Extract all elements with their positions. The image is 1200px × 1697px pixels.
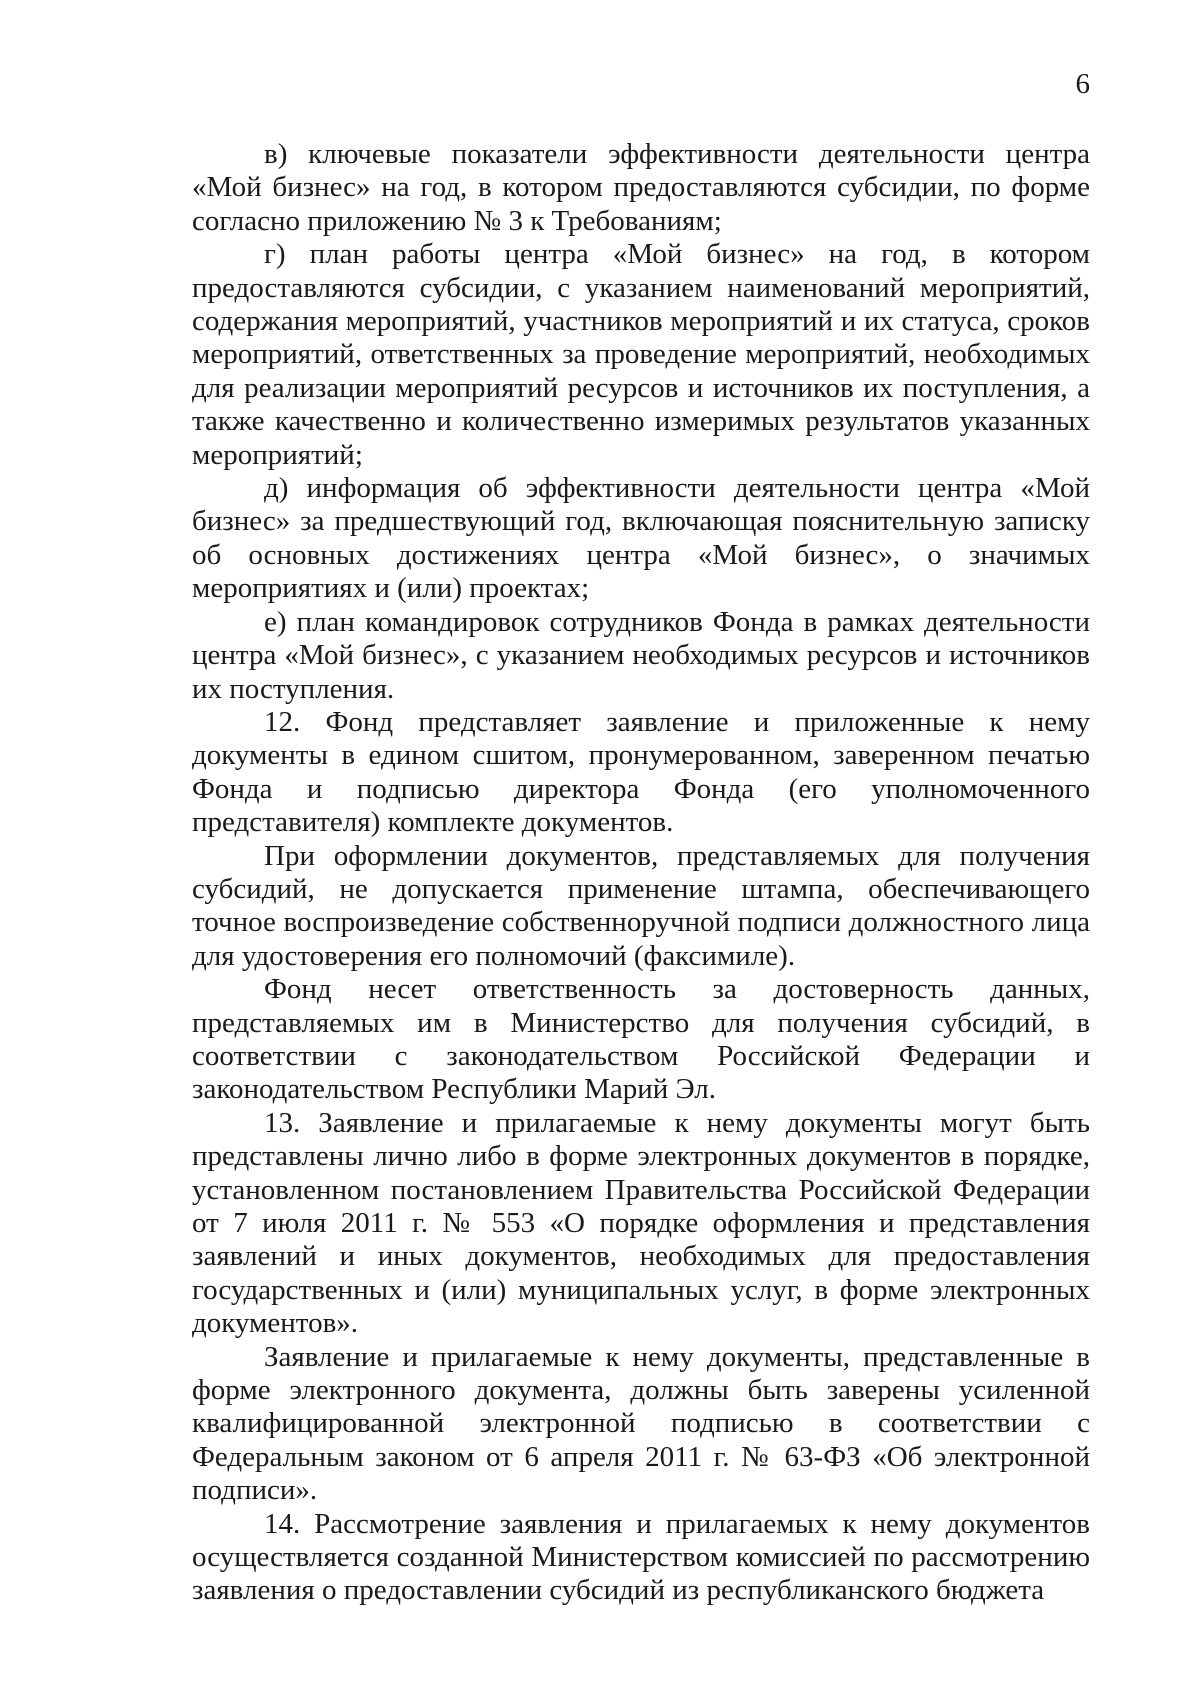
document-body <box>192 138 1090 1608</box>
paragraph-item-e: е) план командировок сотрудников Фонда в рамках деятельности центра «Мой бизнес», с указанием необходимых ресурсов и источников их поступления. <box>192 605 1090 705</box>
paragraph-section-12: 12. Фонд представляет заявление и приложенные к нему документы в едином сшитом, пронумерованном, заверенном печатью Фонда и подписью директора Фонда (его уполномоченного представителя) комплекте документов. <box>192 705 1090 839</box>
paragraph-item-d: д) информация об эффективности деятельности центра «Мой бизнес» за предшествующий год, включающая пояснительную записку об основных достижениях центра «Мой бизнес», о значимых мероприятиях и (или) проектах; <box>192 472 1090 605</box>
paragraph-facsimile-rule: При оформлении документов, представляемых для получения субсидий, не допускается применение штампа, обеспечивающего точное воспроизведение собственноручной подписи должностного лица для удостоверения его полномочий (факсимиле). <box>192 839 1090 972</box>
paragraph-item-g: г) план работы центра «Мой бизнес» на год, в котором предоставляются субсидии, с указанием наименований мероприятий, содержания мероприятий, участников мероприятий и их статуса, сроков мероприятий, ответственных за проведение мероприятий, необходимых для реализации мероприятий ресурсов и источников их поступления, а также качественно и количественно измеримых результатов указанных мероприятий; <box>192 238 1090 471</box>
paragraph-fund-responsibility: Фонд несет ответственность за достоверность данных, представляемых им в Министерство для получения субсидий, в соответствии с законодательством Российской Федерации и законодательством Республики Марий Эл. <box>192 973 1090 1106</box>
page-number: 6 <box>1075 68 1090 100</box>
paragraph-electronic-signature: Заявление и прилагаемые к нему документы, представленные в форме электронного документа, должны быть заверены усиленной квалифицированной электронной подписью в соответствии с Федеральным законом от 6 апреля 2011 г. № 63-ФЗ «Об электронной подписи». <box>192 1340 1090 1507</box>
paragraph-section-14: 14. Рассмотрение заявления и прилагаемых к нему документов осуществляется созданной Министерством комиссией по рассмотрению заявления о предоставлении субсидий из республиканского бюджета <box>192 1507 1090 1607</box>
paragraph-section-13: 13. Заявление и прилагаемые к нему документы могут быть представлены лично либо в форме электронных документов в порядке, установленном постановлением Правительства Российской Федерации от 7 июля 2011 г. № 553 «О порядке оформления и представления заявлений и иных документов, необходимых для предоставления государственных и (или) муниципальных услуг, в форме электронных документов». <box>192 1106 1090 1340</box>
paragraph-item-v: в) ключевые показатели эффективности деятельности центра «Мой бизнес» на год, в котором предоставляются субсидии, по форме согласно приложению № 3 к Требованиям; <box>192 138 1090 237</box>
